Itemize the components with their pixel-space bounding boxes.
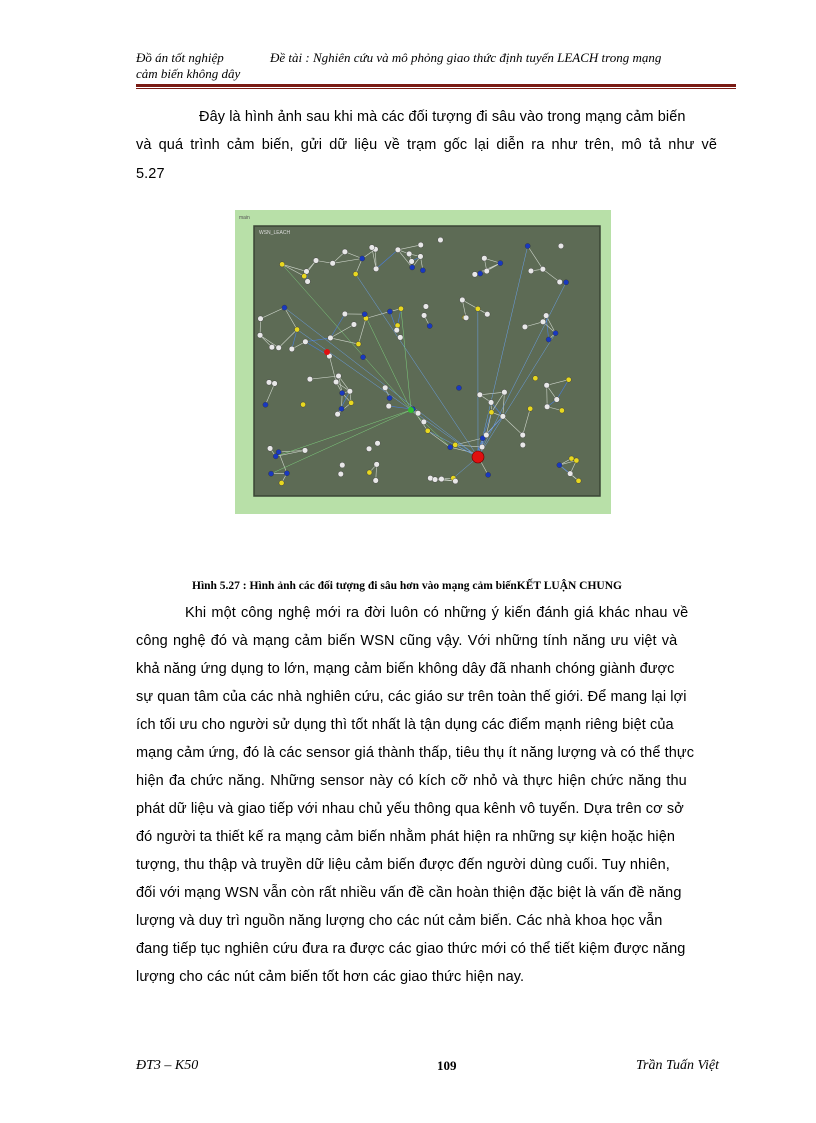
active-node bbox=[282, 305, 287, 310]
active-node bbox=[268, 471, 273, 476]
sensor-node bbox=[395, 247, 401, 253]
wsn-simulation-figure bbox=[235, 210, 611, 514]
intro-line-2: và quá trình cảm biến, gửi dữ liệu về trạm gốc lại diễn ra như trên, mô tả như vẽ bbox=[136, 137, 718, 153]
active-node bbox=[340, 390, 345, 395]
body-line-12: lượng và duy trì nguồn năng lượng cho các nút cảm biến. Các nhà khoa học vẫn bbox=[136, 913, 663, 929]
sensor-node bbox=[540, 319, 546, 325]
active-node bbox=[485, 472, 490, 477]
cluster-head-node bbox=[475, 306, 480, 311]
cluster-head-node bbox=[574, 458, 579, 463]
cluster-head-node bbox=[398, 306, 403, 311]
sensor-node bbox=[482, 255, 488, 261]
sensor-node bbox=[439, 476, 445, 482]
sensor-node bbox=[289, 346, 295, 352]
sensor-node bbox=[305, 279, 311, 285]
sensor-node bbox=[423, 304, 429, 310]
sensor-node bbox=[375, 440, 381, 446]
sensor-node bbox=[463, 315, 469, 321]
sensor-node bbox=[567, 471, 573, 477]
sensor-node bbox=[484, 268, 490, 274]
sensor-node bbox=[386, 403, 392, 409]
sensor-node bbox=[558, 243, 564, 249]
sensor-node bbox=[313, 258, 319, 264]
sensor-node bbox=[266, 380, 272, 386]
active-node bbox=[553, 331, 558, 336]
sensor-node bbox=[557, 279, 563, 285]
sensor-node bbox=[421, 313, 427, 319]
sensor-node bbox=[432, 477, 438, 483]
sensor-node bbox=[502, 389, 508, 395]
cluster-head-node bbox=[300, 402, 305, 407]
active-node bbox=[339, 406, 344, 411]
cluster-head-node bbox=[294, 327, 299, 332]
sensor-node bbox=[269, 344, 275, 350]
sensor-node bbox=[336, 373, 342, 379]
sensor-node bbox=[369, 245, 375, 251]
body-line-13: đang tiếp tục nghiên cứu đưa ra được các giao thức mới có thể tiết kiệm được năng bbox=[136, 941, 686, 957]
sensor-node bbox=[484, 432, 490, 438]
sensor-node bbox=[342, 311, 348, 317]
cluster-head-node bbox=[528, 406, 533, 411]
sensor-node bbox=[479, 444, 485, 450]
cluster-head-node bbox=[569, 456, 574, 461]
cluster-head-node bbox=[489, 410, 494, 415]
cluster-head-node bbox=[367, 470, 372, 475]
base-station-node bbox=[472, 451, 484, 463]
sensor-node bbox=[438, 237, 444, 243]
event-node bbox=[324, 349, 330, 355]
sensor-node bbox=[472, 272, 478, 278]
sensor-node bbox=[522, 324, 528, 330]
active-node bbox=[410, 265, 415, 270]
sensor-node bbox=[328, 335, 334, 341]
figure-corner-label: main bbox=[239, 215, 250, 221]
sensor-node bbox=[330, 260, 336, 266]
cluster-head-node bbox=[576, 478, 581, 483]
sensor-node bbox=[544, 382, 550, 388]
sensor-node bbox=[544, 404, 550, 410]
footer-author: Trần Tuấn Việt bbox=[636, 1058, 719, 1073]
body-line-14: lượng cho các nút cảm biến tốt hơn các giao thức hiện nay. bbox=[136, 969, 525, 985]
body-line-10: tượng, thu thập và truyền dữ liệu cảm biến được đến người dùng cuối. Tuy nhiên, bbox=[136, 857, 670, 873]
tracked-object bbox=[408, 407, 414, 413]
sensor-node bbox=[415, 410, 421, 416]
sensor-node bbox=[477, 392, 483, 398]
active-node bbox=[284, 471, 289, 476]
body-line-6: mạng cảm ứng, đó là các sensor giá thành thấp, tiêu thụ ít năng lượng và có thể thực bbox=[136, 745, 695, 761]
simulation-title: WSN_LEACH bbox=[259, 230, 291, 236]
sensor-node bbox=[528, 268, 534, 274]
active-node bbox=[362, 312, 367, 317]
active-node bbox=[276, 449, 281, 454]
header-rule bbox=[136, 84, 736, 89]
cluster-head-node bbox=[353, 271, 358, 276]
network-graph bbox=[235, 210, 611, 514]
body-line-1: Khi một công nghệ mới ra đời luôn có những ý kiến đánh giá khác nhau về bbox=[185, 605, 689, 621]
sensor-node bbox=[484, 311, 490, 317]
header-topic-line2: cảm biến không dây bbox=[136, 66, 241, 81]
sensor-node bbox=[373, 266, 379, 272]
cluster-head-node bbox=[302, 274, 307, 279]
page-number: 109 bbox=[437, 1058, 457, 1073]
sensor-node bbox=[409, 259, 415, 265]
figure-caption: Hình 5.27 : Hình ảnh các đối tượng đi sâu hơn vào mạng cảm biếnKẾT LUẬN CHUNG bbox=[192, 580, 622, 592]
active-node bbox=[525, 243, 530, 248]
cluster-head-node bbox=[453, 442, 458, 447]
header-topic: Đề tài : Nghiên cứu và mô phỏng giao thức định tuyến LEACH trong mạng bbox=[270, 50, 662, 65]
footer-class: ĐT3 – K50 bbox=[136, 1058, 199, 1073]
sensor-node bbox=[303, 339, 309, 345]
sensor-node bbox=[543, 313, 549, 319]
sensor-node bbox=[520, 432, 526, 438]
body-line-9: đó người ta thiết kế ra mạng cảm biến nhằm phát hiện ra những sự kiện hoặc hiện bbox=[136, 829, 676, 845]
sensor-node bbox=[267, 446, 273, 452]
sensor-node bbox=[397, 335, 403, 341]
cluster-head-node bbox=[559, 408, 564, 413]
active-node bbox=[563, 280, 568, 285]
sensor-node bbox=[394, 327, 400, 333]
active-node bbox=[456, 385, 461, 390]
body-line-8: phát dữ liệu và giao tiếp với nhau chủ yếu thông qua kênh vô tuyến. Dựa trên cơ sở bbox=[136, 801, 684, 817]
body-line-7: hiện đa chức năng. Những sensor này có kích cỡ nhỏ và thực hiện chức năng thu bbox=[136, 773, 687, 789]
sensor-node bbox=[500, 414, 506, 420]
sensor-node bbox=[453, 478, 459, 484]
sensor-node bbox=[540, 266, 546, 272]
active-node bbox=[360, 355, 365, 360]
sensor-node bbox=[366, 446, 372, 452]
simulation-field bbox=[254, 226, 600, 496]
sensor-node bbox=[342, 249, 348, 255]
sensor-node bbox=[339, 462, 345, 468]
body-line-4: sự quan tâm của các nhà nghiên cứu, các giáo sư trên toàn thế giới. Để mang lại lợi bbox=[136, 689, 687, 705]
cluster-head-node bbox=[356, 341, 361, 346]
body-line-3: khả năng ứng dụng to lớn, mạng cảm biến không dây đã nhanh chóng giành được bbox=[136, 661, 675, 677]
sensor-node bbox=[373, 478, 379, 484]
sensor-node bbox=[258, 316, 264, 322]
body-line-11: đối với mạng WSN vẫn còn rất nhiều vấn đề cần hoàn thiện đặc biệt là vấn đề năng bbox=[136, 885, 682, 901]
cluster-head-node bbox=[566, 377, 571, 382]
active-node bbox=[498, 261, 503, 266]
active-node bbox=[387, 309, 392, 314]
active-node bbox=[448, 445, 453, 450]
cluster-head-node bbox=[280, 262, 285, 267]
sensor-node bbox=[418, 242, 424, 248]
sensor-node bbox=[347, 388, 353, 394]
cluster-head-node bbox=[425, 428, 430, 433]
intro-line-1: Đây là hình ảnh sau khi mà các đối tượng đi sâu vào trong mạng cảm biến bbox=[199, 109, 686, 125]
sensor-node bbox=[338, 471, 344, 477]
active-node bbox=[263, 402, 268, 407]
active-node bbox=[387, 395, 392, 400]
sensor-node bbox=[276, 345, 282, 351]
active-node bbox=[360, 256, 365, 261]
sensor-node bbox=[335, 411, 341, 417]
sensor-node bbox=[307, 376, 313, 382]
active-node bbox=[546, 337, 551, 342]
sensor-node bbox=[374, 462, 380, 468]
cluster-head-node bbox=[533, 376, 538, 381]
sensor-node bbox=[421, 419, 427, 425]
sensor-node bbox=[418, 254, 424, 260]
sensor-node bbox=[351, 322, 357, 328]
sensor-node bbox=[272, 381, 278, 387]
sensor-node bbox=[406, 251, 412, 257]
intro-line-3: 5.27 bbox=[136, 166, 165, 182]
sensor-node bbox=[554, 397, 560, 403]
header-thesis-label: Đồ án tốt nghiệp bbox=[136, 50, 224, 65]
sensor-node bbox=[460, 297, 466, 303]
sensor-node bbox=[382, 385, 388, 391]
sensor-node bbox=[520, 442, 526, 448]
active-node bbox=[427, 323, 432, 328]
body-line-5: ích tối ưu cho người sử dụng thì tốt nhất là tận dụng các điểm mạnh riêng biệt của bbox=[136, 717, 674, 733]
cluster-head-node bbox=[279, 480, 284, 485]
active-node bbox=[557, 463, 562, 468]
sensor-node bbox=[257, 332, 263, 338]
sensor-node bbox=[302, 448, 308, 454]
cluster-head-node bbox=[349, 400, 354, 405]
sensor-node bbox=[488, 400, 494, 406]
active-node bbox=[420, 268, 425, 273]
body-line-2: công nghệ đó và mạng cảm biến WSN cũng vậy. Với những tính năng ưu việt và bbox=[136, 633, 678, 649]
active-node bbox=[478, 271, 483, 276]
sensor-node bbox=[333, 379, 339, 385]
